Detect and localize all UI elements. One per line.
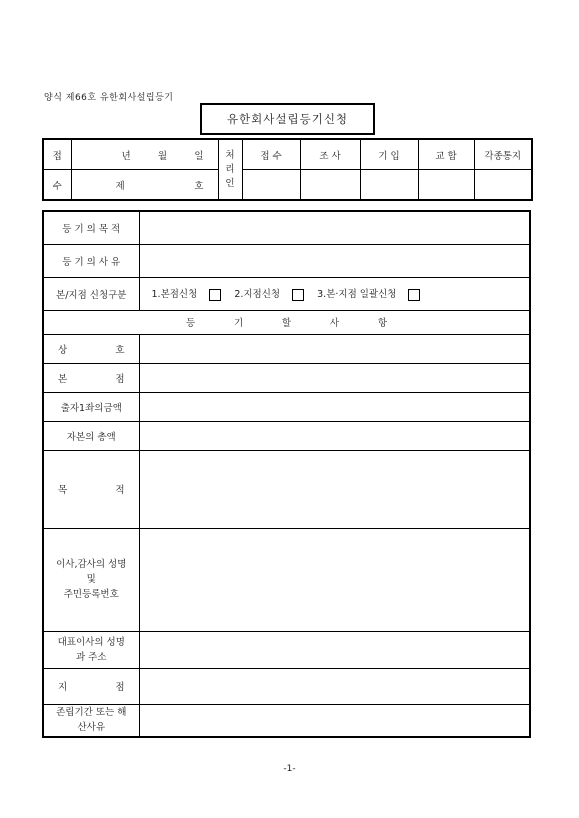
processing-seal-label	[218, 139, 242, 200]
notices-cell[interactable]	[474, 170, 532, 201]
duration-field[interactable]	[139, 704, 530, 737]
directors-field[interactable]	[139, 528, 530, 631]
form-number-label: 양식 제66호 유한회사설립등기	[44, 93, 174, 103]
label-line: 이사,감사의 성명	[56, 559, 127, 570]
label-line: 주민등록번호	[63, 589, 119, 600]
purpose-label: 등 기 의 목 적	[43, 211, 139, 244]
items-header-char: 할	[281, 318, 292, 329]
purpose-field[interactable]	[139, 211, 530, 244]
page-number: -1-	[283, 764, 296, 774]
form-title: 유한회사설립등기신청	[200, 103, 375, 135]
processing-char: 인	[225, 177, 235, 189]
col-check: 교 합	[418, 139, 474, 170]
processing-char: 리	[225, 163, 235, 175]
representative-label	[43, 631, 139, 668]
label-char: 본	[58, 373, 68, 385]
receipt-cell[interactable]	[242, 170, 300, 201]
label-line: 대표이사의 성명	[57, 636, 125, 648]
unit-amount-label: 출자1좌의금액	[43, 392, 139, 421]
both-checkbox[interactable]	[408, 289, 420, 301]
cause-label: 등 기 의 사 유	[43, 244, 139, 277]
unit-amount-field[interactable]	[139, 392, 530, 421]
review-cell[interactable]	[300, 170, 360, 201]
total-capital-label: 자본의 총액	[43, 421, 139, 450]
representative-field[interactable]	[139, 631, 530, 668]
receipt-su: 수	[43, 170, 71, 201]
label-char: 점	[115, 373, 125, 385]
directors-label	[43, 528, 139, 631]
month-label: 월	[157, 150, 168, 162]
items-header-char: 항	[377, 318, 387, 329]
receipt-number[interactable]	[71, 170, 218, 201]
cause-field[interactable]	[139, 244, 530, 277]
receipt-table	[42, 138, 533, 201]
day-label: 일	[194, 150, 204, 162]
items-header-char: 사	[329, 318, 340, 329]
label-char: 점	[115, 682, 125, 693]
label-line: 산사유	[77, 722, 106, 734]
receipt-date[interactable]	[71, 139, 218, 170]
col-entry: 기 입	[360, 139, 418, 170]
trade-name-field[interactable]	[139, 334, 530, 363]
branch-label	[43, 668, 139, 704]
objective-field[interactable]	[139, 450, 530, 528]
registration-table	[42, 210, 531, 738]
label-line: 과 주소	[75, 651, 107, 663]
type-label: 본/지점 신청구분	[43, 277, 139, 310]
receipt-jeop: 접	[43, 139, 71, 170]
label-char: 적	[115, 485, 125, 496]
entry-cell[interactable]	[360, 170, 418, 201]
col-receipt: 접 수	[242, 139, 300, 170]
duration-label	[43, 704, 139, 737]
label-char: 상	[58, 344, 68, 356]
branch-checkbox[interactable]	[292, 289, 304, 301]
head-office-checkbox[interactable]	[209, 289, 221, 301]
objective-label	[43, 450, 139, 528]
head-office-label	[43, 363, 139, 392]
trade-name-label	[43, 334, 139, 363]
label-char: 지	[58, 682, 68, 693]
label-char: 호	[115, 344, 125, 356]
je-label: 제	[115, 180, 125, 192]
col-notices: 각종통지	[474, 139, 532, 170]
items-header-char: 기	[233, 318, 244, 329]
option-both: 3.본·지점 일괄신청	[317, 289, 397, 301]
total-capital-field[interactable]	[139, 421, 530, 450]
col-review: 조 사	[300, 139, 360, 170]
check-cell[interactable]	[418, 170, 474, 201]
processing-char: 처	[225, 149, 235, 161]
label-line: 및	[86, 574, 96, 585]
option-head-office: 1.본점신청	[151, 289, 198, 301]
items-header	[43, 310, 530, 334]
option-branch: 2.지점신청	[234, 289, 281, 301]
label-line: 존립기간 또는 해	[56, 707, 127, 719]
label-char: 목	[58, 485, 68, 496]
branch-field[interactable]	[139, 668, 530, 704]
ho-label: 호	[194, 180, 204, 192]
items-header-char: 등	[186, 318, 196, 329]
head-office-field[interactable]	[139, 363, 530, 392]
type-options	[139, 277, 530, 310]
year-label: 년	[121, 150, 131, 162]
